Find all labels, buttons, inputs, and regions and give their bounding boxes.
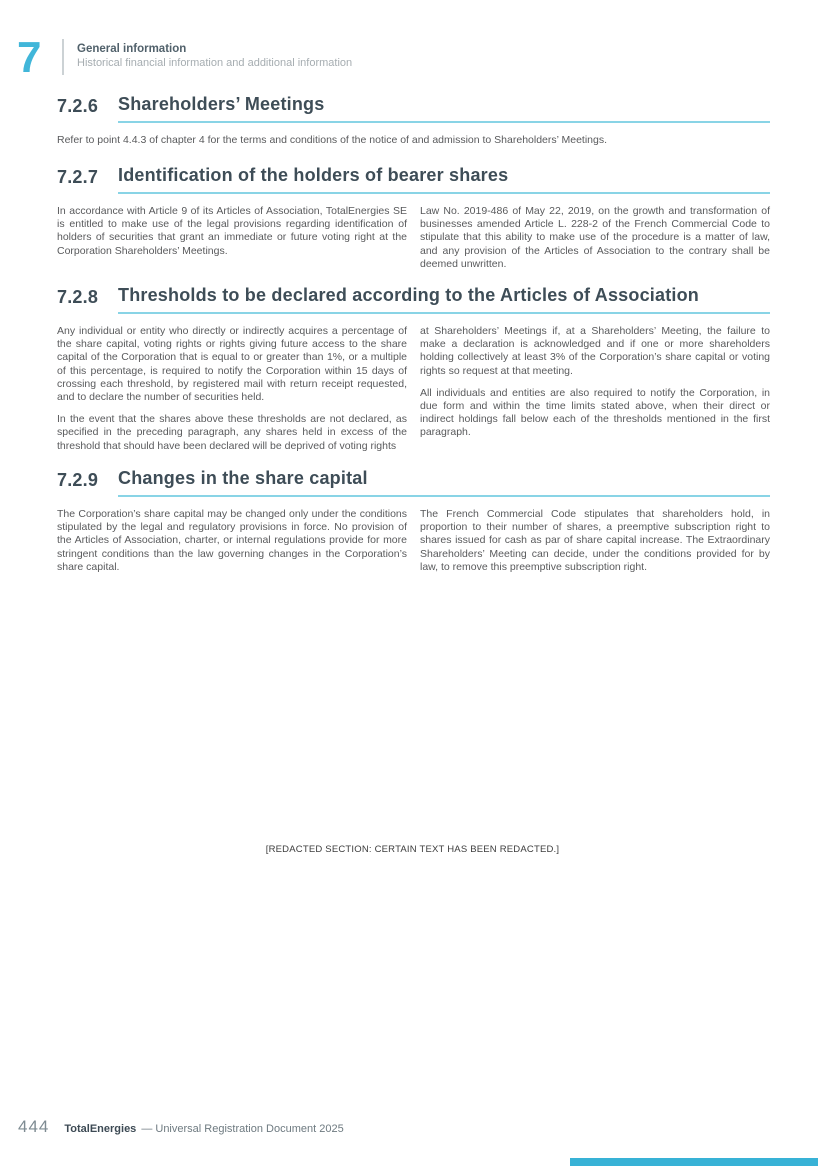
left-column bbox=[57, 508, 407, 574]
body-paragraph: Law No. 2019-486 of May 22, 2019, on the growth and transformation of businesses amended Article L. 228-2 of the French Commercial Code to stipulate that this ability to make use of the procedure is a matter of law, and any provision of the Articles of Association to the contrary shall be deemed unwritten. bbox=[420, 205, 770, 270]
section-heading bbox=[57, 468, 770, 497]
chapter-title: General information bbox=[77, 43, 187, 55]
section-number: 7.2.8 bbox=[57, 287, 99, 307]
body-paragraph: The French Commercial Code stipulates that shareholders hold, in proportion to their number of shares, a preemptive subscription right to shares issued for cash as par of share capital increase. The Extraordinary Shareholders’ Meeting can decide, under the conditions provided for by law, to remove this preemptive subscription right. bbox=[420, 508, 770, 573]
left-column bbox=[57, 205, 407, 271]
section-title: Thresholds to be declared according to the Articles of Association bbox=[118, 285, 770, 314]
body-paragraph: All individuals and entities are also required to notify the Corporation, in due form and within the time limits stated above, when their direct or indirect holdings fall below each of the thresholds mentioned in the first paragraph. bbox=[420, 386, 770, 439]
section-number: 7.2.7 bbox=[57, 167, 99, 187]
chapter-header bbox=[17, 33, 353, 82]
section-number: 7.2.9 bbox=[57, 470, 99, 490]
section-shareholders-meetings bbox=[57, 94, 770, 147]
section-heading bbox=[57, 165, 770, 194]
section-changes-share-capital bbox=[57, 468, 770, 574]
chapter-titles bbox=[77, 36, 352, 71]
chapter-number: 7 bbox=[17, 33, 42, 82]
section-number: 7.2.6 bbox=[57, 96, 99, 116]
footer-brand: TotalEnergies bbox=[64, 1123, 137, 1135]
two-column-body bbox=[57, 508, 770, 574]
right-column bbox=[420, 325, 770, 453]
section-thresholds-declared bbox=[57, 285, 770, 453]
body-paragraph: at Shareholders’ Meetings if, at a Shareholders’ Meeting, the failure to make a declaration is acknowledged and if one or more shareholders holding collectively at least 3% of the Corporation’s share capital or voting rights so request at that meeting. bbox=[420, 325, 770, 377]
section-intro-paragraph: Refer to point 4.4.3 of chapter 4 for the terms and conditions of the notice of and admission to Shareholders’ Meetings. bbox=[57, 134, 608, 146]
section-identification-bearer-shares bbox=[57, 165, 770, 271]
two-column-body bbox=[57, 325, 770, 453]
right-column bbox=[420, 508, 770, 574]
section-title: Shareholders’ Meetings bbox=[118, 94, 770, 123]
section-heading bbox=[57, 94, 770, 123]
right-column bbox=[420, 205, 770, 271]
chapter-subtitle: Historical financial information and additional information bbox=[77, 57, 353, 70]
section-title: Changes in the share capital bbox=[118, 468, 770, 497]
footer-document-title: — Universal Registration Document 2025 bbox=[141, 1123, 344, 1135]
body-paragraph: In accordance with Article 9 of its Articles of Association, TotalEnergies SE is entitled to make use of the legal provisions regarding identification of holders of securities that grant an immediate or future voting right at the Corporation Shareholders’ Meetings. bbox=[57, 205, 407, 257]
redacted-notice: [REDACTED SECTION: CERTAIN TEXT HAS BEEN REDACTED.] bbox=[265, 844, 560, 855]
body-paragraph: Any individual or entity who directly or indirectly acquires a percentage of the share capital, voting rights or rights giving future access to the share capital of the Corporation that is equal to or greater than 1%, or a multiple of this percentage, is required to notify the Corporation within 15 days of crossing each threshold, by registered mail with return receipt requested, and to declare the number of securities held. bbox=[57, 325, 407, 404]
section-heading bbox=[57, 285, 770, 314]
page-number: 444 bbox=[18, 1117, 50, 1136]
two-column-body bbox=[57, 205, 770, 271]
body-paragraph: The Corporation’s share capital may be changed only under the conditions stipulated by the legal and regulatory provisions in force. No provision of the Articles of Association, charter, or internal regulations provide for more stringent conditions than the law governing changes in the Corporation’s share capital. bbox=[57, 508, 407, 573]
chapter-divider bbox=[62, 39, 64, 75]
left-column bbox=[57, 325, 407, 453]
section-title: Identification of the holders of bearer shares bbox=[118, 165, 770, 194]
page-footer bbox=[18, 1117, 344, 1137]
body-paragraph: In the event that the shares above these thresholds are not declared, as specified in the preceding paragraph, any shares held in excess of the threshold that should have been declared will be deprived of voting rights bbox=[57, 413, 407, 452]
footer-accent-bar bbox=[570, 1158, 818, 1166]
